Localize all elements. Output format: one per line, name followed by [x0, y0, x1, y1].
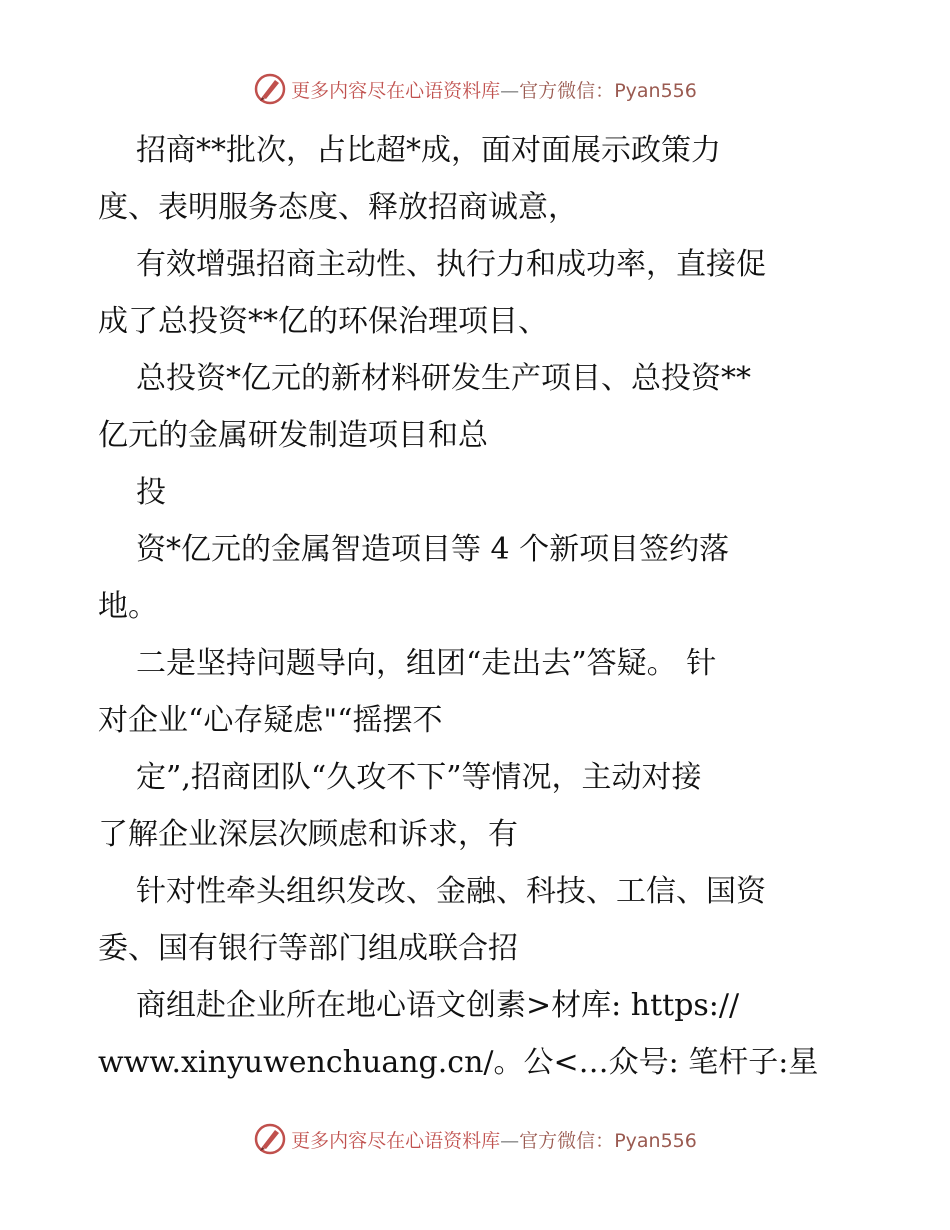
banner-account-id: Pyan556: [614, 79, 697, 102]
quill-logo-icon: [253, 1122, 287, 1156]
text-line: 资*亿元的金属智造项目等 4 个新项目签约落: [136, 532, 730, 567]
banner-highlight: 更多内容尽在心语资料库: [291, 79, 501, 102]
text-line: 地。: [98, 589, 158, 624]
quill-logo-icon: [253, 72, 287, 106]
text-line: 了解企业深层次顾虑和诉求，有: [98, 817, 518, 852]
banner-text: [291, 1126, 697, 1153]
text-line: 商组赴企业所在地心语文创素>材库: https://: [136, 988, 740, 1023]
banner-separator: —: [500, 79, 520, 102]
banner-account-label: 官方微信：: [519, 1129, 615, 1152]
text-line: 招商**批次，占比超*成，面对面展示政策力: [136, 133, 721, 168]
banner-account-label: 官方微信：: [519, 79, 615, 102]
text-line: 定”,招商团队“久攻不下”等情况，主动对接: [136, 760, 702, 795]
text-line: 有效增强招商主动性、执行力和成功率，直接促: [136, 247, 766, 282]
text-line: 度、表明服务态度、释放招商诚意，: [98, 190, 578, 225]
document-body: [98, 122, 858, 1091]
banner-highlight: 更多内容尽在心语资料库: [291, 1129, 501, 1152]
header-banner: [0, 72, 950, 106]
text-line: 亿元的金属研发制造项目和总: [98, 418, 488, 453]
text-line: www.xinyuwenchuang.cn/。公<…众号: 笔杆子:星: [98, 1045, 819, 1080]
text-line: 成了总投资**亿的环保治理项目、: [98, 304, 548, 339]
footer-banner: [0, 1122, 950, 1156]
banner-text: [291, 76, 697, 103]
banner-account-id: Pyan556: [614, 1129, 697, 1152]
text-line: 针对性牵头组织发改、金融、科技、工信、国资: [136, 874, 766, 909]
banner-separator: —: [500, 1129, 520, 1152]
text-line: 对企业“心存疑虑"“摇摆不: [98, 703, 443, 738]
text-line: 委、国有银行等部门组成联合招: [98, 931, 518, 966]
text-line: 总投资*亿元的新材料研发生产项目、总投资**: [136, 361, 751, 396]
text-line: 二是坚持问题导向，组团“走出去”答疑。 针: [136, 646, 717, 681]
text-line: 投: [136, 475, 166, 510]
